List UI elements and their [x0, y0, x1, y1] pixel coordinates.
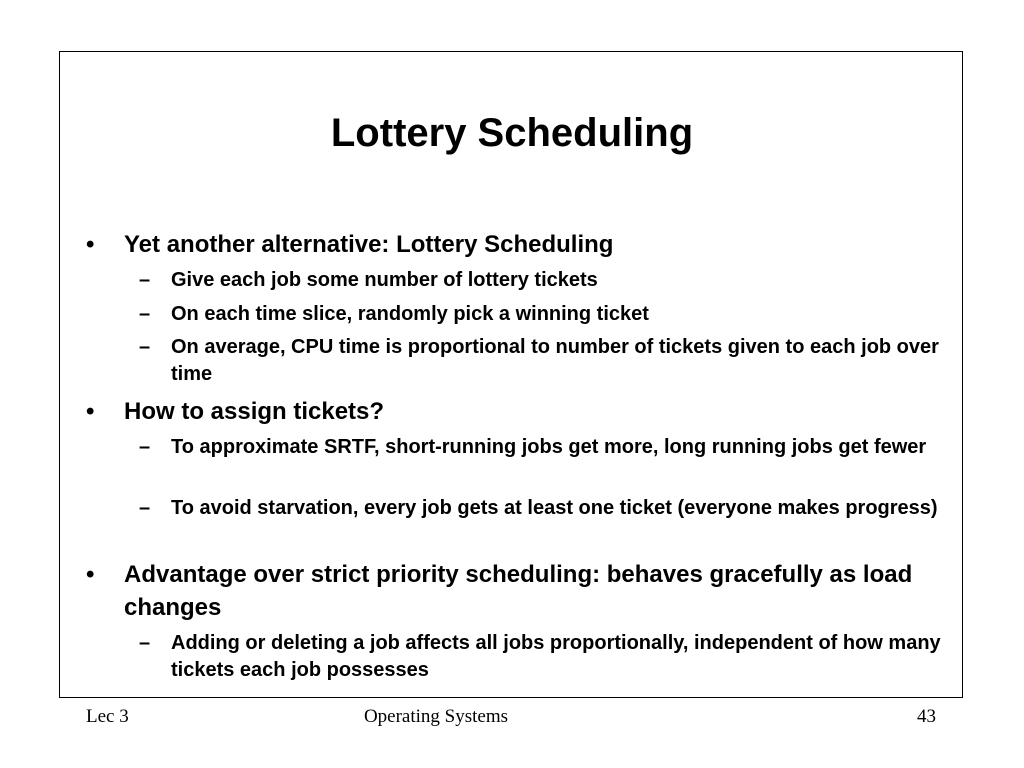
sub-bullet-item [139, 495, 941, 522]
sub-bullet-item [139, 630, 941, 684]
bullet-item [86, 228, 924, 261]
bullet-text: Yet another alternative: Lottery Scheduling [124, 231, 614, 258]
sub-bullet-marker: – [139, 336, 151, 358]
sub-bullet-item [139, 267, 941, 294]
sub-bullet-text: On each time slice, randomly pick a winning ticket [171, 303, 649, 325]
sub-bullet-text: To avoid starvation, every job gets at least one ticket (everyone makes progress) [171, 497, 938, 519]
sub-bullet-marker: – [139, 436, 151, 458]
sub-bullet-text: Adding or deleting a job affects all jobs proportionally, independent of how many tickets each job possesses [171, 632, 941, 681]
bullet-marker: • [86, 561, 95, 588]
sub-bullet-item [139, 301, 941, 328]
slide-title: Lottery Scheduling [330, 111, 694, 155]
sub-bullet-marker: – [139, 303, 151, 325]
sub-bullet-item [139, 334, 941, 388]
sub-bullet-marker: – [139, 497, 151, 519]
sub-bullet-text: On average, CPU time is proportional to number of tickets given to each job over time [171, 336, 939, 385]
bullet-marker: • [86, 398, 95, 425]
footer-lecture: Lec 3 [86, 706, 129, 727]
sub-bullet-text: Give each job some number of lottery tickets [171, 269, 598, 291]
bullet-item [86, 395, 924, 428]
bullet-item [86, 558, 924, 624]
bullet-marker: • [86, 231, 95, 258]
footer-page-number: 43 [917, 706, 936, 727]
sub-bullet-text: To approximate SRTF, short-running jobs get more, long running jobs get fewer [171, 436, 927, 458]
footer-course: Operating Systems [363, 706, 509, 727]
sub-bullet-marker: – [139, 632, 151, 654]
bullet-text: How to assign tickets? [124, 398, 385, 425]
sub-bullet-marker: – [139, 269, 151, 291]
bullet-text: Advantage over strict priority scheduling: behaves gracefully as load changes [124, 561, 913, 621]
sub-bullet-item [139, 434, 941, 461]
